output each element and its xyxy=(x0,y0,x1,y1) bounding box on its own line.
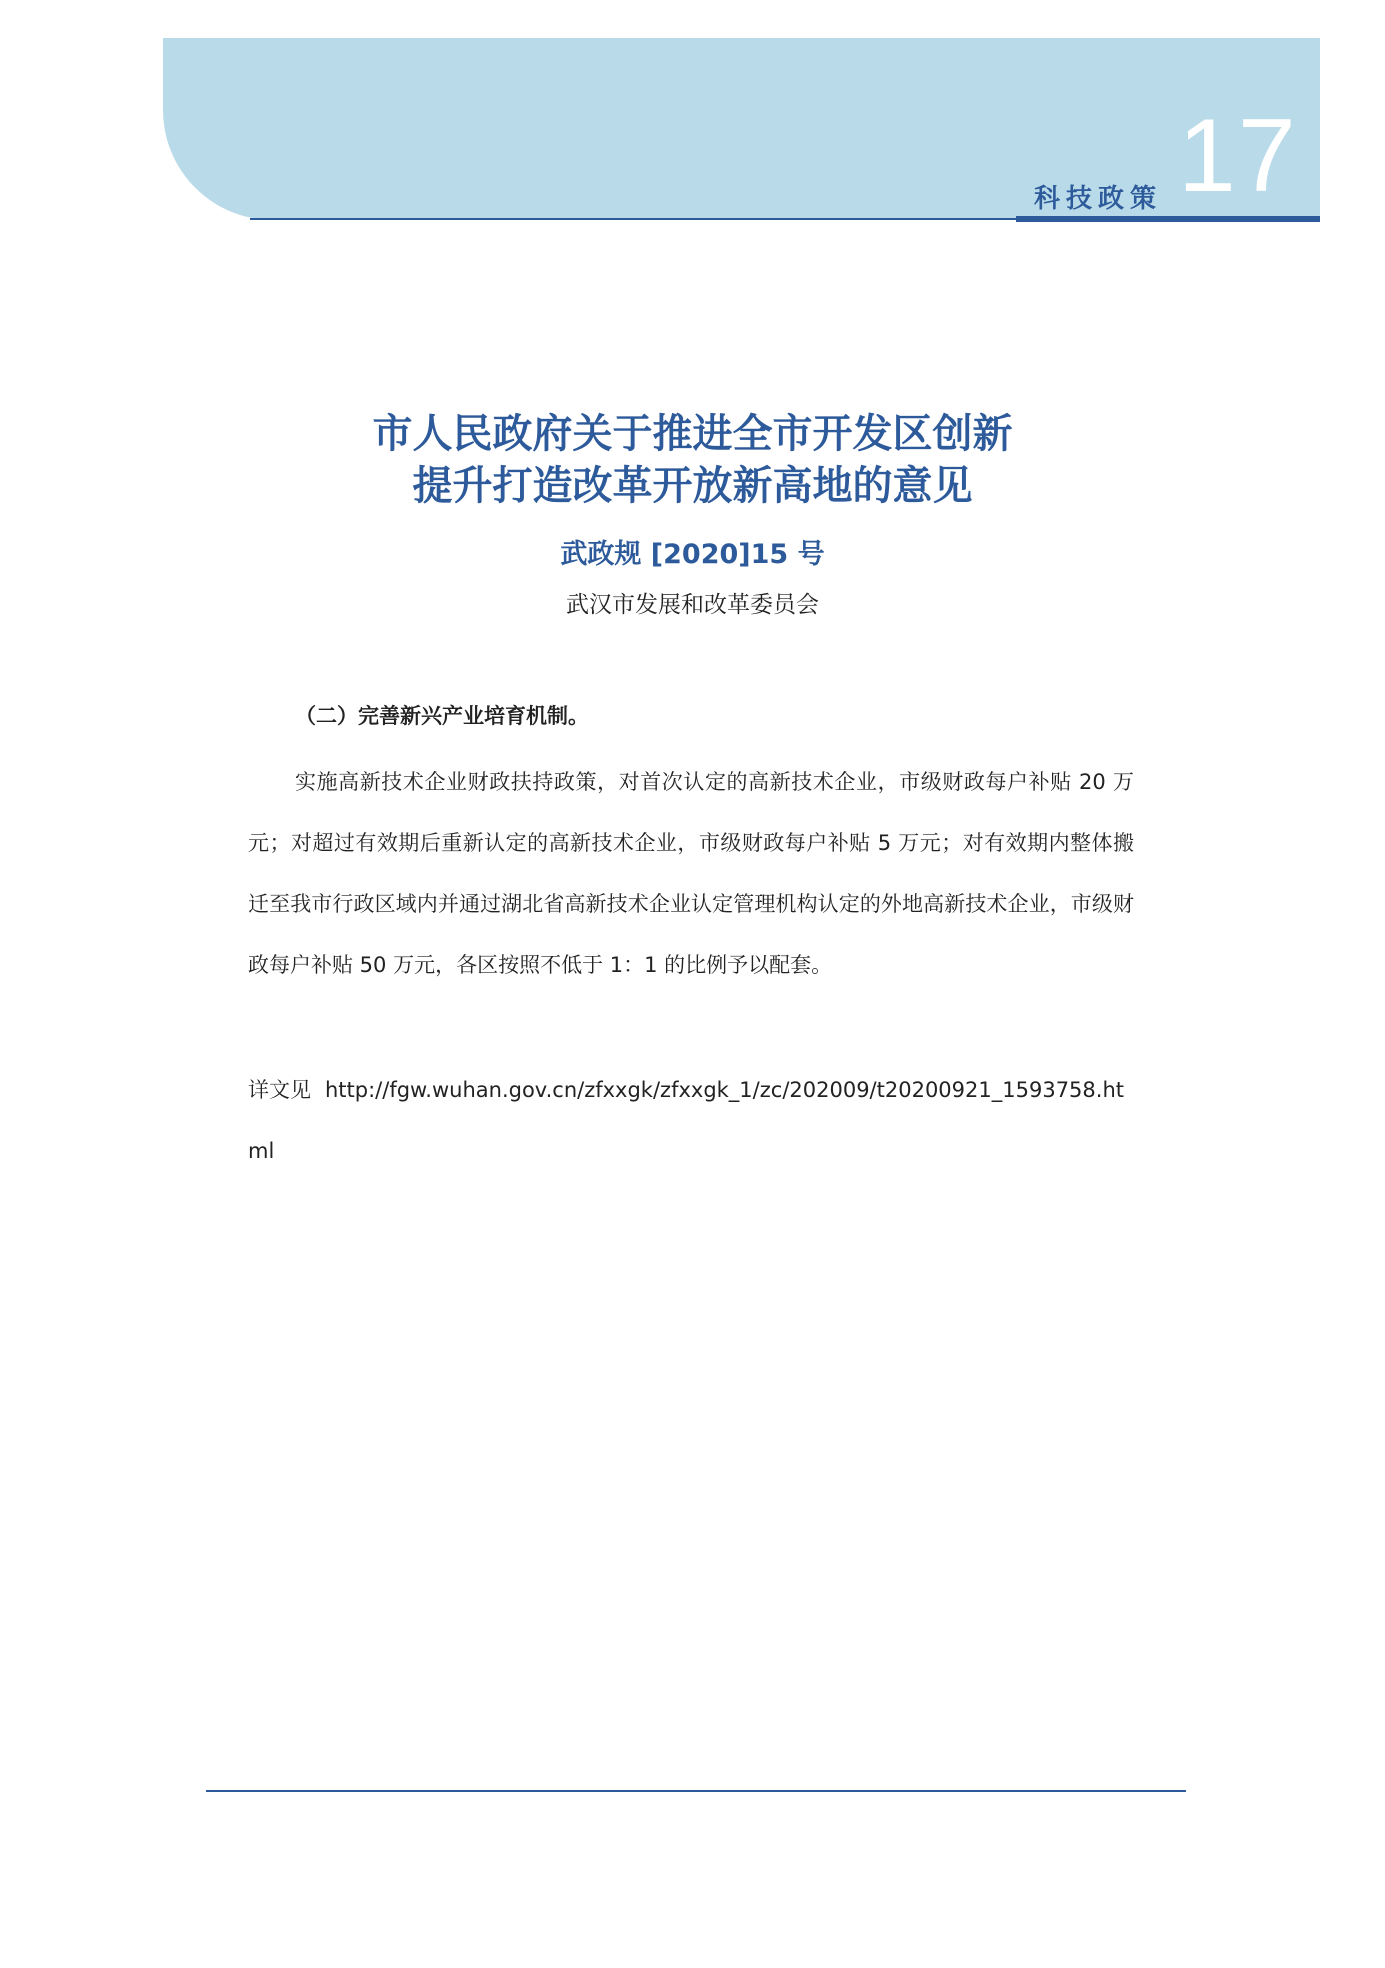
header-divider-accent xyxy=(1016,216,1320,222)
document-title-line-1: 市人民政府关于推进全市开发区创新 xyxy=(372,411,1013,457)
document-title xyxy=(200,408,1185,512)
footer-divider xyxy=(206,1790,1186,1792)
detail-prefix: 详文见 xyxy=(248,1078,311,1102)
document-title-line-2: 提升打造改革开放新高地的意见 xyxy=(412,463,973,509)
page-number: 17 xyxy=(1178,98,1298,214)
detail-reference xyxy=(248,1060,1134,1182)
body-paragraph: 实施高新技术企业财政扶持政策，对首次认定的高新技术企业，市级财政每户补贴 20 万元；对超过有效期后重新认定的高新技术企业，市级财政每户补贴 5 万元；对有效期内整体搬迁至我市行政区域内并通过湖北省高新技术企业认定管理机构认定的外地高新技术企业，市级财政每户补贴 50 万元，各区按照不低于 1：1 的比例予以配套。 xyxy=(248,770,1134,977)
section-label: 科技政策 xyxy=(1034,184,1163,214)
section-heading: （二）完善新兴产业培育机制。 xyxy=(295,704,589,728)
document-number: 武政规 [2020]15 号 xyxy=(560,539,825,570)
detail-link[interactable]: http://fgw.wuhan.gov.cn/zfxxgk/zfxxgk_1/zc/202009/t20200921_1593758.html xyxy=(248,1078,1124,1163)
issuing-authority: 武汉市发展和改革委员会 xyxy=(566,592,819,618)
